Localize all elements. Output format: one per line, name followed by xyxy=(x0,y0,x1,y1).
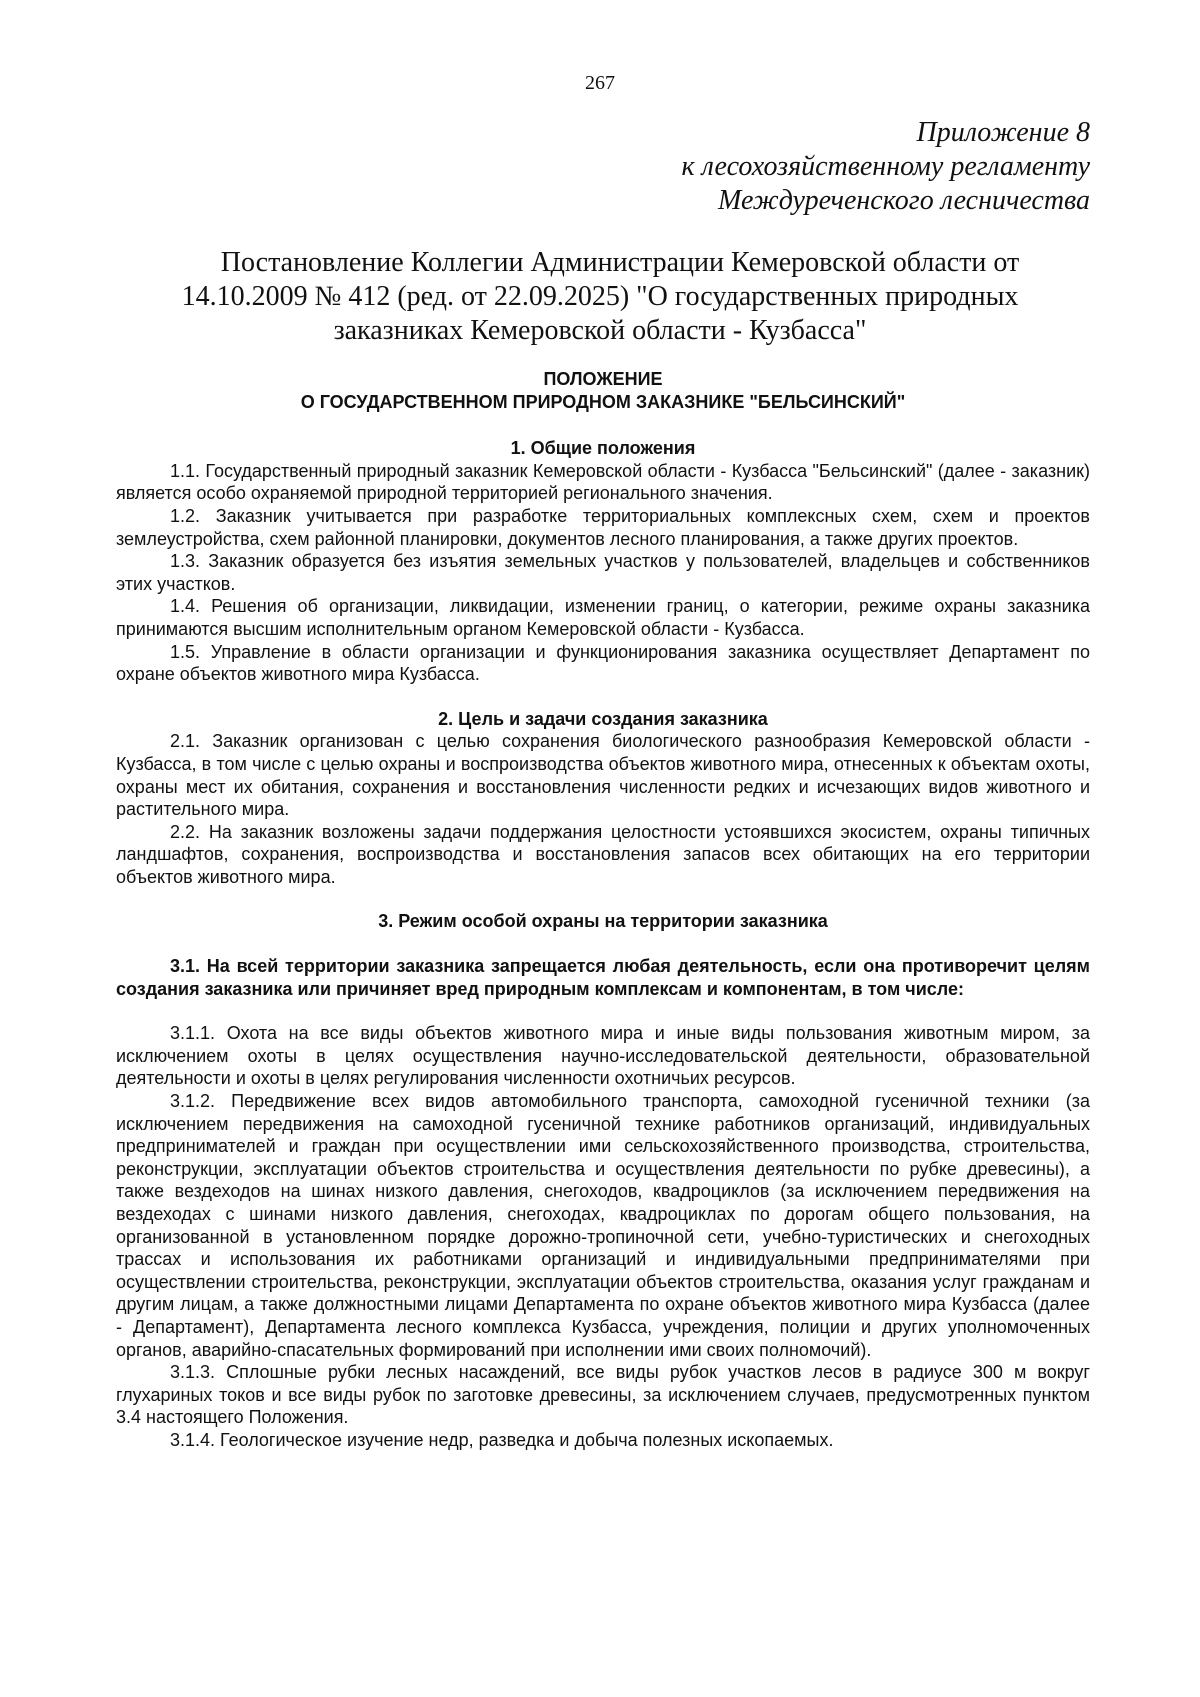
clause-1-1: 1.1. Государственный природный заказник Кемеровской области - Кузбасса "Бельсинский" (далее - заказник) является особо охраняемой природной территорией регионального значения. xyxy=(116,460,1090,504)
decree-line-1: Постановление Коллегии Администрации Кемеровской области от xyxy=(220,247,1020,278)
decree-title xyxy=(150,246,1050,348)
appendix-line-3: Междуреченского лесничества xyxy=(718,185,1090,216)
clause-3-1-1: 3.1.1. Охота на все виды объектов животного мира и иные виды пользования животным миром, за исключением охоты в целях осуществления научно-исследовательской деятельности, образовательной деятельности и охоты в целях регулирования численности охотничьих ресурсов. xyxy=(116,1023,1090,1089)
spacer xyxy=(116,413,1090,437)
clause-1-4: 1.4. Решения об организации, ликвидации, изменении границ, о категории, режиме охраны заказника принимаются высшим исполнительным органом Кемеровской области - Кузбасса. xyxy=(116,596,1090,639)
clause-3-1-3: 3.1.3. Сплошные рубки лесных насаждений, все виды рубок участков лесов в радиусе 300 м вокруг глухариных токов и все виды рубок по заготовке древесины, за исключением случаев, предусмотренных пунктом 3.4 настоящего Положения. xyxy=(116,1362,1090,1428)
clause-2-1: 2.1. Заказник организован с целью сохранения биологического разнообразия Кемеровской области - Кузбасса, в том числе с целью охраны и воспроизводства объектов животного мира, отнесенных к объектам охоты, охраны мест их обитания, сохранения и восстановления численности редких и исчезающих видов животного и растительного мира. xyxy=(116,731,1090,820)
page-number: 267 xyxy=(585,72,615,94)
decree-line-3: заказниках Кемеровской области - Кузбасса" xyxy=(333,315,867,346)
clause-3-1-2: 3.1.2. Передвижение всех видов автомобильного транспорта, самоходной гусеничной техники (за исключением передвижения на самоходной гусеничной технике работников организаций, индивидуальных предпринимателей и граждан при осуществлении ими сельскохозяйственного производства, строительства, реконструкции, эксплуатации объектов строительства и осуществления деятельности по рубке древесины), а также вездеходов на шинах низкого давления, снегоходов, квадроциклов (за исключением передвижения на вездеходах с шинами низкого давления, снегоходах, квадроциклах по дорогам общего пользования, на организованной в установленном порядке дорожно-тропиночной сети, учебно-туристических и снегоходных трассах и использования их работниками организаций и индивидуальными предпринимателями при осуществлении строительства, реконструкции, эксплуатации объектов строительства, оказания услуг гражданам и другим лицам, а также должностными лицами Департамента по охране объектов животного мира Кузбасса (далее - Департамент), Департамента лесного комплекса Кузбасса, учреждения, полиции и других уполномоченных органов, аварийно-спасательных формирований при исполнении ими своих полномочий). xyxy=(116,1091,1090,1360)
spacer xyxy=(116,933,1090,955)
clause-1-2: 1.2. Заказник учитывается при разработке территориальных комплексных схем, схем и проектов землеустройства, схем районной планировки, документов лесного планирования, а также других проектов. xyxy=(116,505,1090,549)
clause-3-1-4: 3.1.4. Геологическое изучение недр, разведка и добыча полезных ископаемых. xyxy=(170,1429,834,1450)
clause-1-3: 1.3. Заказник образуется без изъятия земельных участков у пользователей, владельцев и собственников этих участков. xyxy=(116,551,1090,594)
regulation-title-line-1: ПОЛОЖЕНИЕ xyxy=(543,369,663,389)
clause-1-5: 1.5. Управление в области организации и функционирования заказника осуществляет Департамент по охране объектов животного мира Кузбасса. xyxy=(116,641,1090,685)
section-1-heading: 1. Общие положения xyxy=(510,438,696,459)
appendix-header xyxy=(682,116,1090,218)
appendix-line-2: к лесохозяйственному регламенту xyxy=(681,151,1090,182)
appendix-line-1: Приложение 8 xyxy=(916,117,1090,148)
spacer xyxy=(116,1000,1090,1022)
decree-line-2: 14.10.2009 № 412 (ред. от 22.09.2025) "О государственных природных xyxy=(181,281,1019,312)
document-body xyxy=(116,368,1090,1452)
spacer xyxy=(116,686,1090,708)
section-2-heading: 2. Цель и задачи создания заказника xyxy=(438,708,768,729)
spacer xyxy=(116,888,1090,910)
section-3-heading: 3. Режим особой охраны на территории заказника xyxy=(378,911,828,932)
clause-3-1: 3.1. На всей территории заказника запрещается любая деятельность, если она противоречит целям создания заказника или причиняет вред природным комплексам и компонентам, в том числе: xyxy=(116,956,1090,999)
regulation-title xyxy=(116,368,1090,413)
regulation-title-line-2: О ГОСУДАРСТВЕННОМ ПРИРОДНОМ ЗАКАЗНИКЕ "БЕЛЬСИНСКИЙ" xyxy=(300,391,906,412)
clause-2-2: 2.2. На заказник возложены задачи поддержания целостности устоявшихся экосистем, охраны типичных ландшафтов, сохранения, воспроизводства и восстановления запасов всех обитающих на его территории объектов животного мира. xyxy=(116,821,1090,887)
